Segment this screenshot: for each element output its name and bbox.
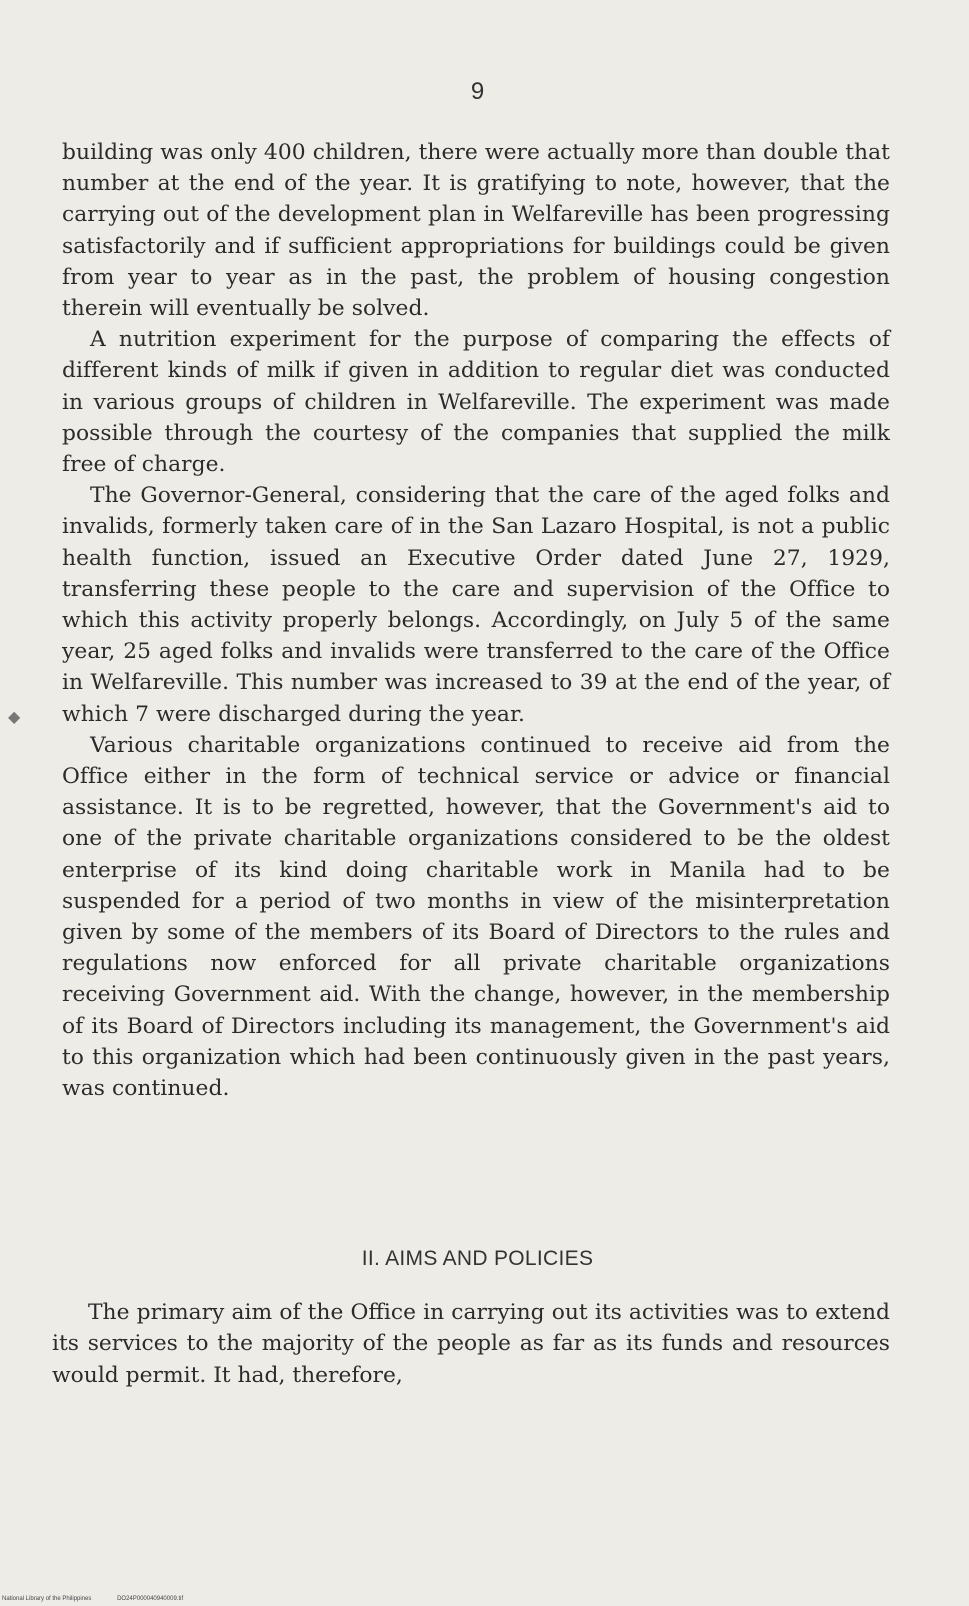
paragraph-aims: The primary aim of the Office in carrying out its activities was to extend its services to the majority of the people as far as its funds and resources would permit. It had, therefore, — [52, 1300, 890, 1388]
paragraph-nutrition: A nutrition experiment for the purpose of comparing the effects of different kinds of milk if given in addition to regular diet was conducted in various groups of children in Welfareville. The experiment was made possible through the courtesy of the companies that supplied the milk free of charge. — [62, 327, 890, 478]
section-body — [52, 1297, 890, 1391]
paragraph-continuation: building was only 400 children, there were actually more than double that number at the end of the year. It is gratifying to note, however, that the carrying out of the development plan in Welfareville has been progressing satisfactorily and if sufficient appropriations for buildings could be given from year to year as in the past, the problem of housing congestion therein will eventually be solved. — [62, 140, 890, 322]
footer-library: National Library of the Philippines — [2, 1596, 92, 1602]
paragraph-charitable-organizations: Various charitable organizations continued to receive aid from the Office either in the form of technical service or advice or financial assistance. It is to be regretted, however, that the Government's aid to one of the private charitable organizations considered to be the oldest enterprise of its kind doing charitable work in Manila had to be suspended for a period of two months in view of the misinterpretation given by some of the members of its Board of Directors to the rules and regulations now enforced for all private charitable organizations receiving Government aid. With the change, however, in the membership of its Board of Directors including its management, the Government's aid to this organization which had been continuously given in the past years, was continued. — [62, 732, 890, 1102]
body-text — [62, 137, 890, 1104]
scan-footer — [2, 1596, 207, 1602]
paragraph-governor-general: The Governor-General, considering that the care of the aged folks and invalids, formerly taken care of in the San Lazaro Hospital, is not a public health function, issued an Executive Order dated June 27, 1929, transferring these people to the care and supervision of the Office to which this activity properly belongs. Accordingly, on July 5 of the same year, 25 aged folks and invalids were transferred to the care of the Office in Welfareville. This number was increased to 39 at the end of the year, of which 7 were discharged during the year. — [62, 483, 890, 727]
margin-mark-icon: ◆ — [8, 707, 21, 726]
page-number: 9 — [470, 78, 485, 105]
section-heading: II. AIMS AND POLICIES — [361, 1247, 594, 1270]
footer-code: DO24P000040940009.tif — [117, 1596, 184, 1602]
